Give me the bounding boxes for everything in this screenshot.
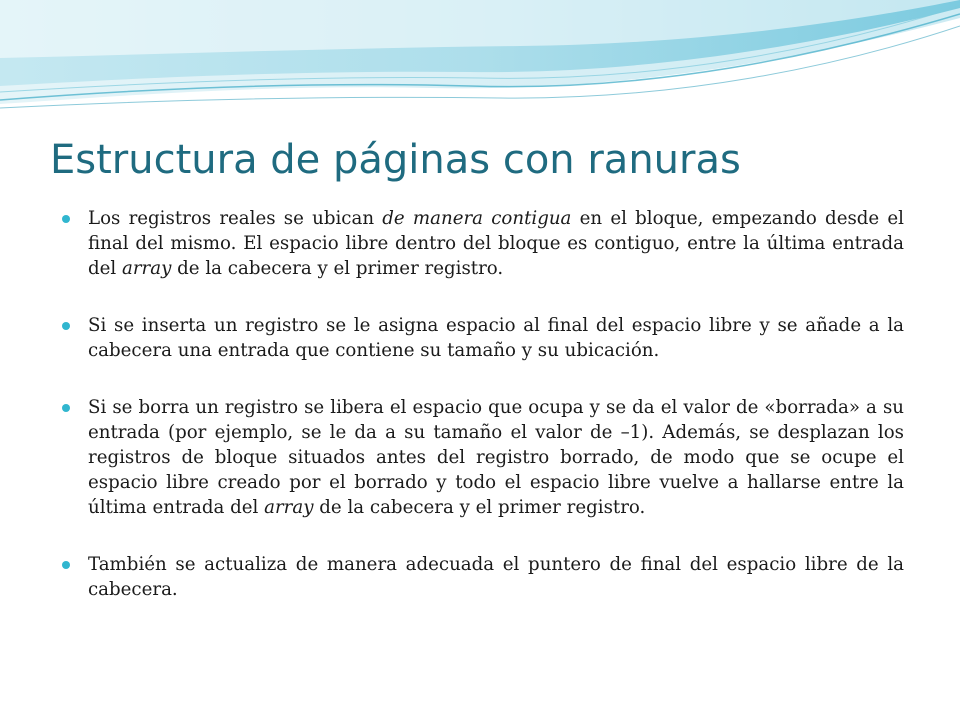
bullet-item: [62, 552, 904, 602]
bullet-item: [62, 206, 904, 281]
bullet-item: [62, 313, 904, 363]
header-wave-decoration: [0, 0, 960, 120]
bullet-emphasis: de manera contigua: [382, 208, 572, 229]
bullet-dot-icon: [62, 404, 70, 412]
bullet-text: en el bloque, empezando desde el final del mismo. El espacio libre dentro del bloque es contiguo, entre la última entrada del: [88, 208, 905, 279]
bullet-text: de la cabecera y el primer registro.: [313, 497, 646, 518]
bullet-text: de la cabecera y el primer registro.: [171, 258, 504, 279]
bullet-text: También se actualiza de manera adecuada el puntero de final del espacio libre de la cabecera.: [88, 554, 904, 600]
bullet-list: [62, 206, 904, 602]
bullet-dot-icon: [62, 215, 70, 223]
bullet-text: Los registros reales se ubican: [88, 208, 383, 229]
bullet-emphasis: array: [122, 258, 172, 279]
bullet-text: Si se inserta un registro se le asigna espacio al final del espacio libre y se añade a la cabecera una entrada que contiene su tamaño y su ubicación.: [88, 315, 904, 361]
slide-title: Estructura de páginas con ranuras: [50, 137, 741, 183]
bullet-item: [62, 395, 904, 520]
bullet-emphasis: array: [264, 497, 314, 518]
bullet-dot-icon: [62, 561, 70, 569]
bullet-text: Si se borra un registro se libera el espacio que ocupa y se da el valor de «borrada» a su entrada (por ejemplo, se le da a su tamaño el valor de –1). Además, se desplazan los registros de bloque situados antes del registro borrado, de modo que se ocupe el espacio libre creado por el borrado y todo el espacio libre vuelve a hallarse entre la última entrada del: [88, 397, 904, 518]
bullet-dot-icon: [62, 322, 70, 330]
